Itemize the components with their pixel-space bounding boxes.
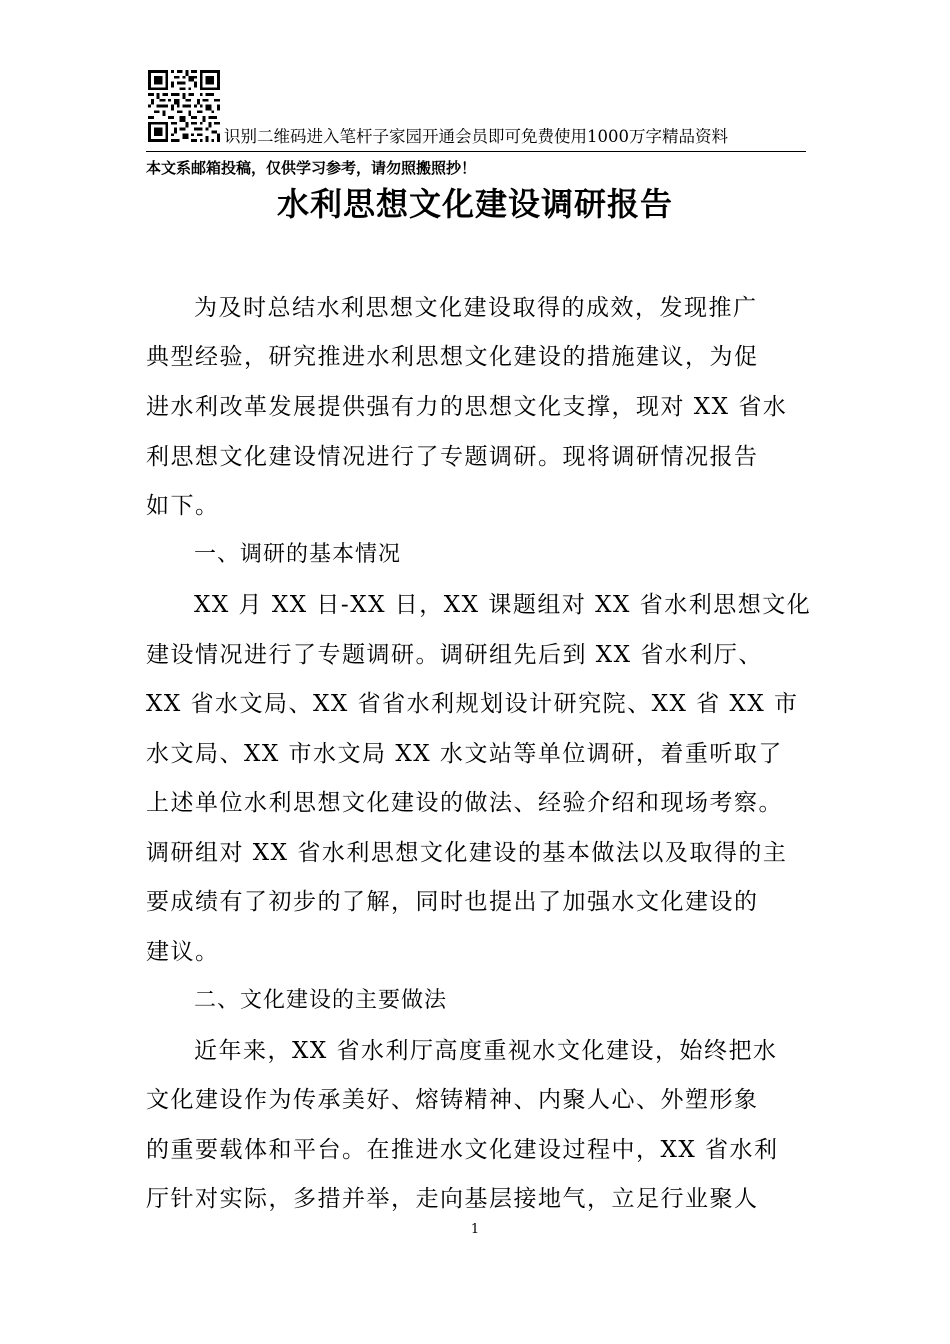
qr-code-icon [148, 70, 220, 142]
page-number: 1 [470, 1222, 480, 1237]
paragraph-line: XX 省水文局、XX 省省水利规划设计研究院、XX 省 XX 市 [146, 691, 799, 717]
paragraph-line: 的重要载体和平台。在推进水文化建设过程中，XX 省水利 [146, 1137, 779, 1163]
paragraph-line: 调研组对 XX 省水利思想文化建设的基本做法以及取得的主 [146, 840, 788, 866]
document-title: 水利思想文化建设调研报告 [276, 185, 673, 223]
paragraph-line: 建设情况进行了专题调研。调研组先后到 XX 省水利厅、 [146, 642, 763, 668]
paragraph-line: 典型经验，研究推进水利思想文化建设的措施建议，为促 [146, 344, 759, 370]
paragraph-line: XX 月 XX 日-XX 日，XX 课题组对 XX 省水利思想文化 [194, 592, 812, 618]
paragraph-line: 利思想文化建设情况进行了专题调研。现将调研情况报告 [146, 444, 759, 470]
paragraph-line: 建议。 [146, 939, 220, 965]
paragraph-line: 上述单位水利思想文化建设的做法、经验介绍和现场考察。 [146, 790, 783, 816]
paragraph-line: 如下。 [146, 493, 220, 519]
paragraph-line: 进水利改革发展提供强有力的思想文化支撑，现对 XX 省水 [146, 394, 788, 420]
paragraph-line: 厅针对实际，多措并举，走向基层接地气，立足行业聚人 [146, 1186, 759, 1212]
paragraph-line: 要成绩有了初步的了解，同时也提出了加强水文化建设的 [146, 889, 759, 915]
paragraph-line: 水文局、XX 市水文局 XX 水文站等单位调研，着重听取了 [146, 741, 783, 767]
paragraph-line: 近年来，XX 省水利厅高度重视水文化建设，始终把水 [194, 1038, 778, 1064]
paragraph-line: 文化建设作为传承美好、熔铸精神、内聚人心、外塑形象 [146, 1087, 759, 1113]
header-divider [146, 151, 806, 152]
section-heading: 一、调研的基本情况 [194, 542, 402, 567]
disclaimer: 本文系邮箱投稿，仅供学习参考，请勿照搬照抄！ [146, 159, 477, 177]
header-notice: 识别二维码进入笔杆子家园开通会员即可免费使用1000万字精品资料 [224, 127, 728, 146]
section-heading: 二、文化建设的主要做法 [194, 988, 448, 1013]
paragraph-line: 为及时总结水利思想文化建设取得的成效，发现推广 [194, 295, 758, 321]
